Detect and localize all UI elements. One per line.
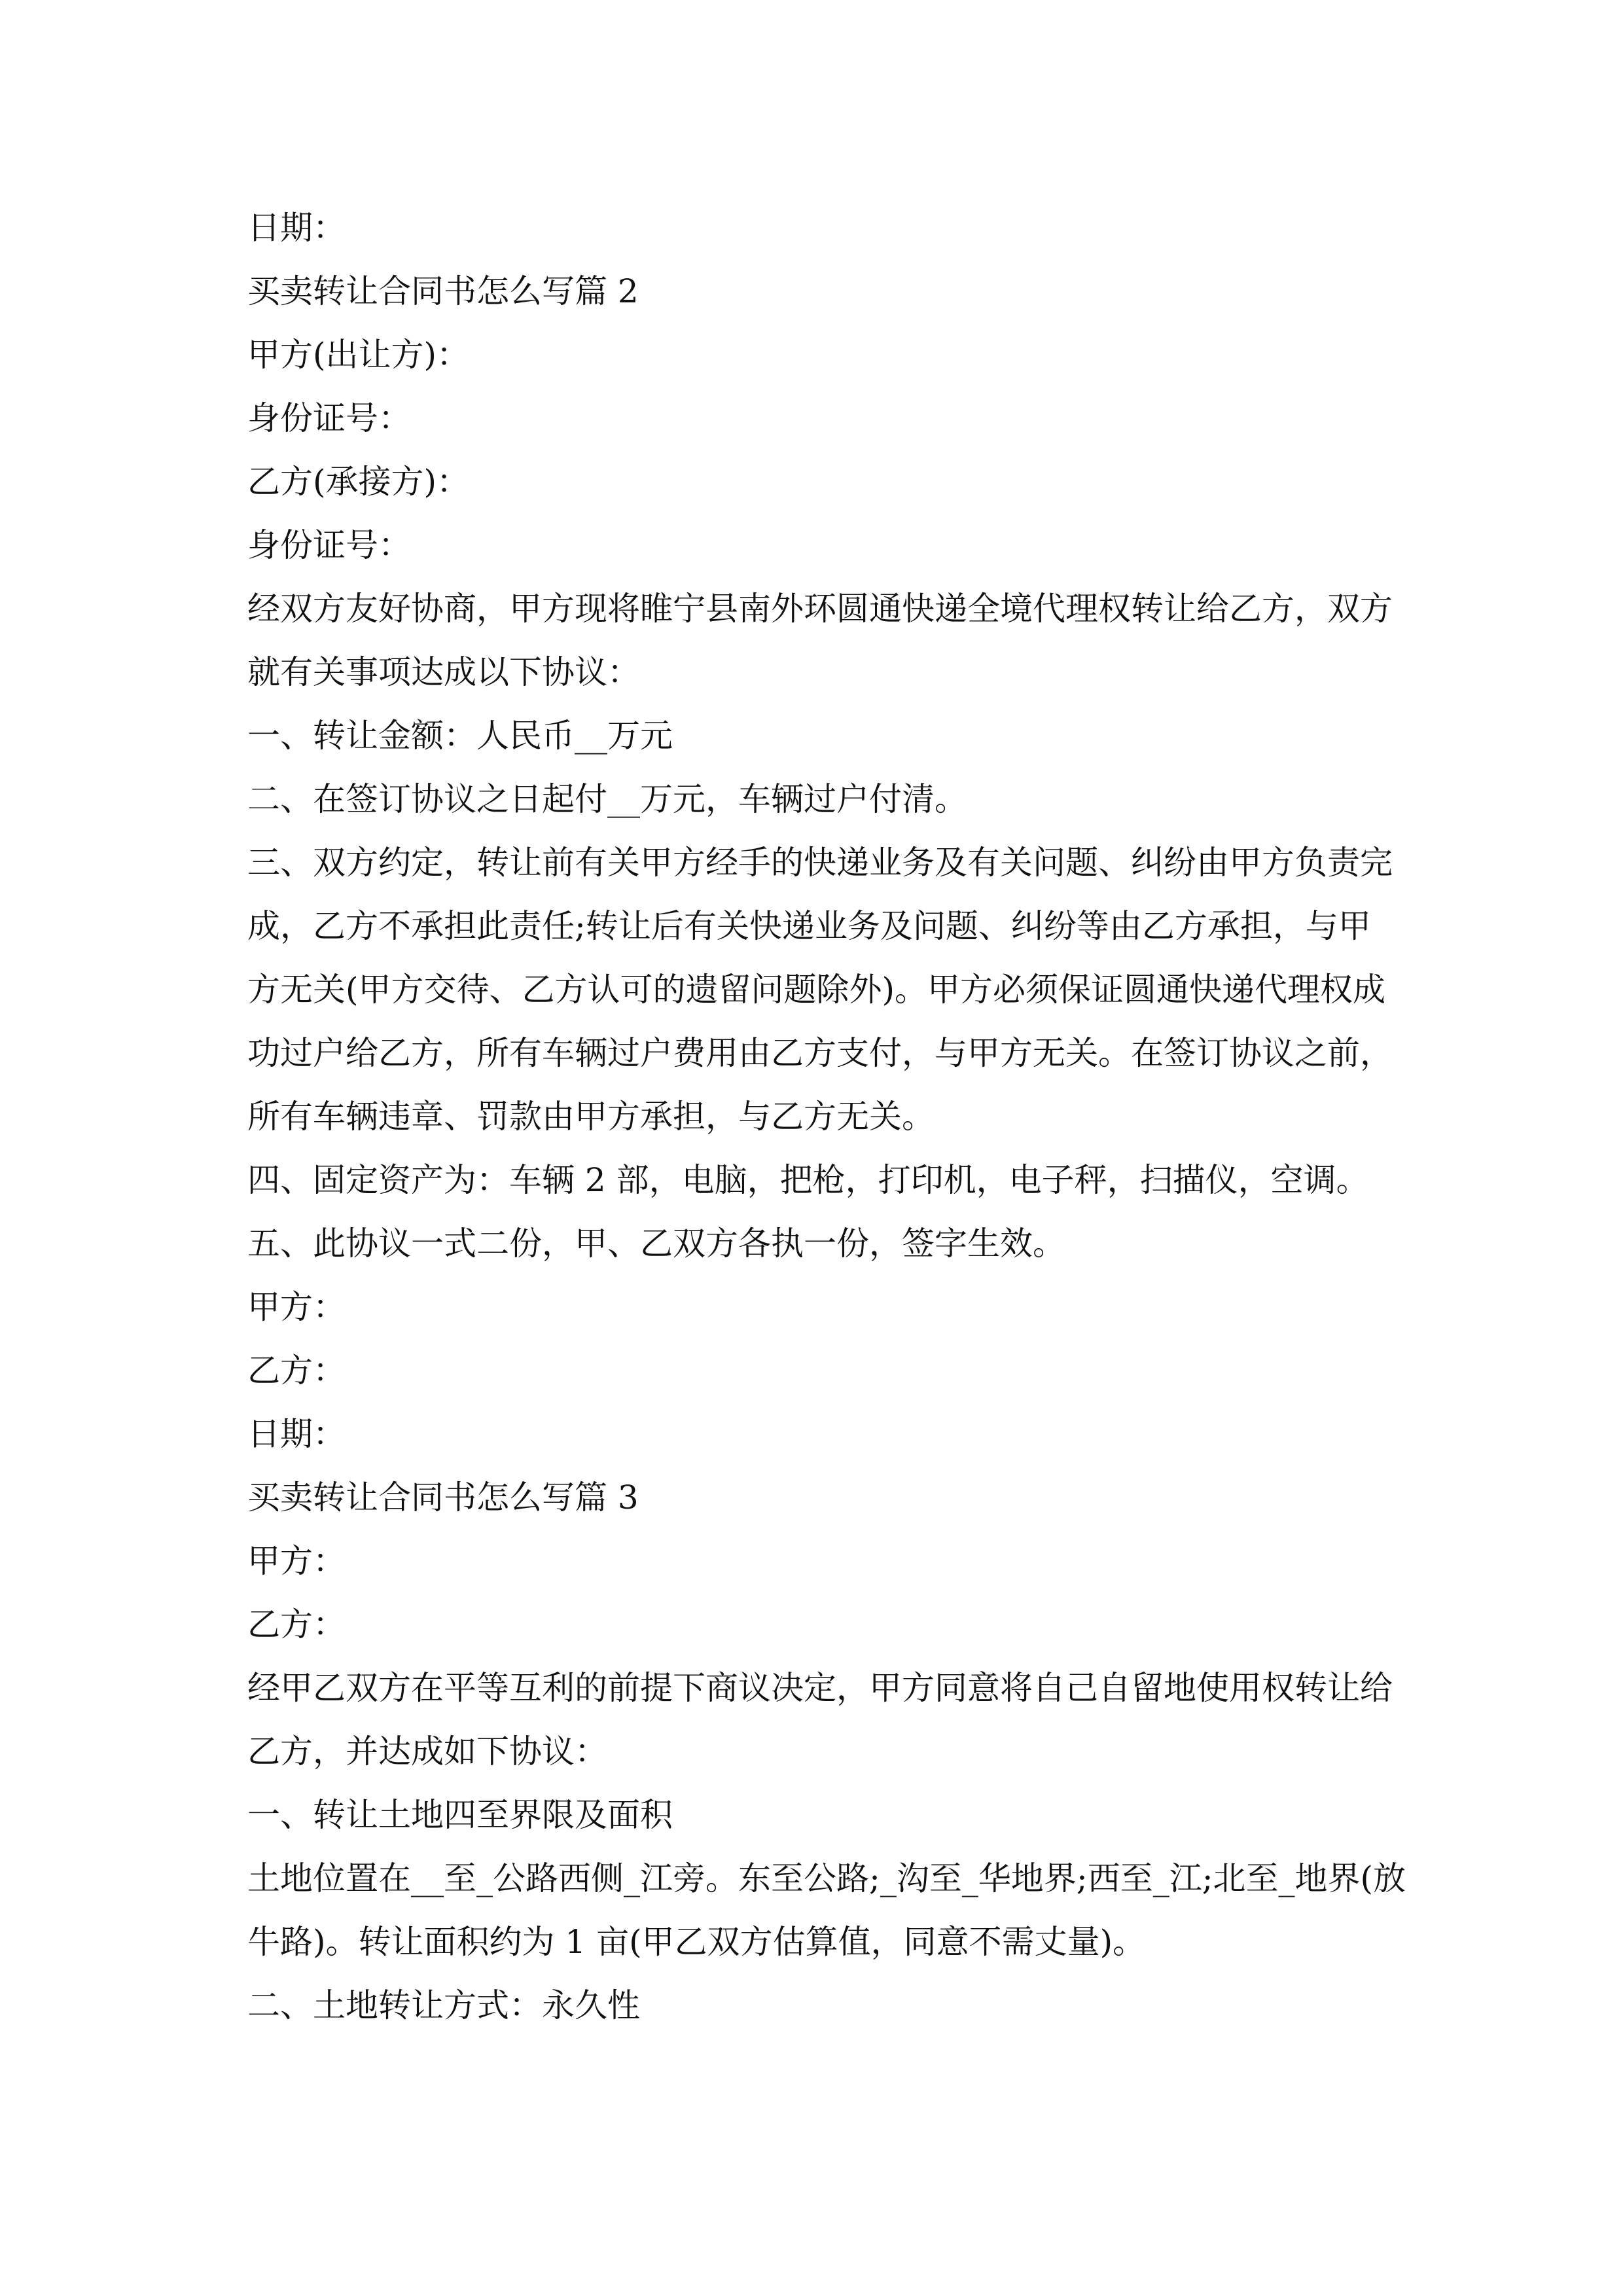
section-heading: 买卖转让合同书怎么写篇 2 bbox=[247, 272, 639, 310]
text-line: 二、在签订协议之日起付__万元，车辆过户付清。 bbox=[247, 780, 967, 818]
text-line: 身份证号： bbox=[247, 526, 411, 564]
text-line: 所有车辆违章、罚款由甲方承担，与乙方无关。 bbox=[247, 1098, 935, 1136]
text-line: 经甲乙双方在平等互利的前提下商议决定，甲方同意将自己自留地使用权转让给 bbox=[247, 1669, 1393, 1707]
text-line: 乙方，并达成如下协议： bbox=[247, 1732, 607, 1770]
text-line: 五、此协议一式二份，甲、乙双方各执一份，签字生效。 bbox=[247, 1225, 1065, 1263]
text-line: 功过户给乙方，所有车辆过户费用由乙方支付，与甲方无关。在签订协议之前， bbox=[247, 1034, 1393, 1072]
text-line: 日期： bbox=[247, 209, 346, 247]
text-line: 乙方： bbox=[247, 1605, 346, 1643]
text-line: 甲方： bbox=[247, 1542, 346, 1580]
text-line: 二、土地转让方式：永久性 bbox=[247, 1986, 640, 2024]
text-line: 甲方(出让方)： bbox=[247, 336, 470, 374]
text-line: 乙方： bbox=[247, 1352, 346, 1390]
text-line: 经双方友好协商，甲方现将睢宁县南外环圆通快递全境代理权转让给乙方，双方 bbox=[247, 590, 1393, 628]
document-body bbox=[247, 196, 1406, 2037]
text-line: 一、转让土地四至界限及面积 bbox=[247, 1796, 673, 1834]
text-line: 方无关(甲方交待、乙方认可的遗留问题除外)。甲方必须保证圆通快递代理权成 bbox=[247, 971, 1386, 1009]
text-line: 四、固定资产为：车辆 2 部，电脑，把枪，打印机，电子秤，扫描仪，空调。 bbox=[247, 1161, 1369, 1199]
text-line: 三、双方约定，转让前有关甲方经手的快递业务及有关问题、纠纷由甲方负责完 bbox=[247, 844, 1393, 882]
section-heading: 买卖转让合同书怎么写篇 3 bbox=[247, 1479, 639, 1516]
text-line: 成，乙方不承担此责任;转让后有关快递业务及问题、纠纷等由乙方承担，与甲 bbox=[247, 907, 1371, 945]
text-line: 土地位置在__至_公路西侧_江旁。东至公路;_沟至_华地界;西至_江;北至_地界(放 bbox=[247, 1859, 1406, 1897]
text-line: 一、转让金额：人民币__万元 bbox=[247, 717, 673, 755]
text-line: 就有关事项达成以下协议： bbox=[247, 653, 640, 691]
text-line: 身份证号： bbox=[247, 399, 411, 437]
text-line: 牛路)。转让面积约为 1 亩(甲乙双方估算值，同意不需丈量)。 bbox=[247, 1923, 1146, 1961]
text-line: 甲方： bbox=[247, 1288, 346, 1326]
text-line: 乙方(承接方)： bbox=[247, 463, 470, 501]
text-line: 日期： bbox=[247, 1415, 346, 1453]
